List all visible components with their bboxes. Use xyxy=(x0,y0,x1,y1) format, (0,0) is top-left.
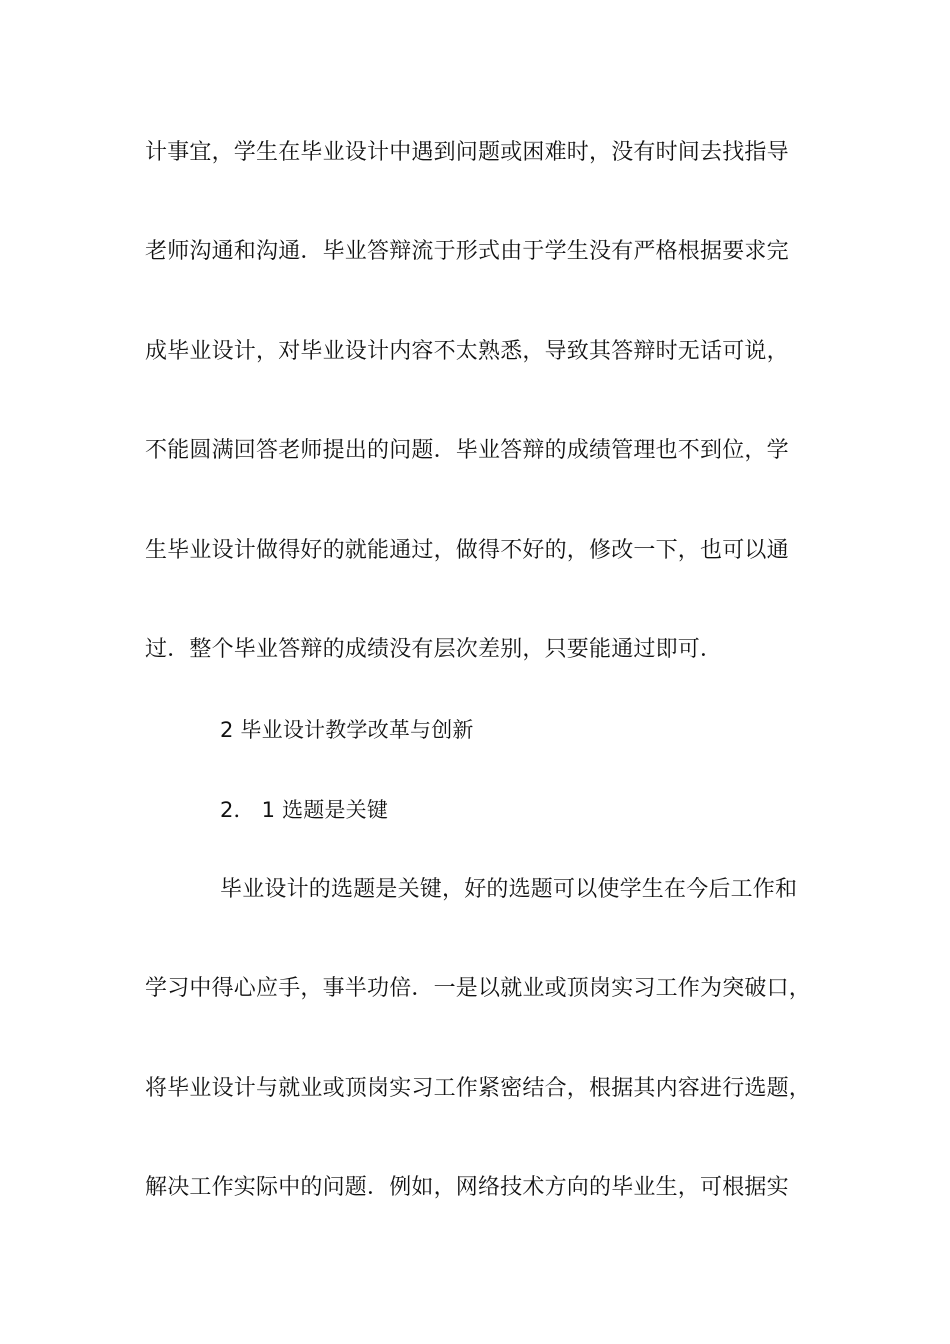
body-text-line: 成毕业设计，对毕业设计内容不太熟悉，导致其答辩时无话可说， xyxy=(145,339,789,364)
body-text-line: 老师沟通和沟通．毕业答辩流于形式由于学生没有严格根据要求完 xyxy=(145,239,789,264)
body-text-line: 生毕业设计做得好的就能通过，做得不好的，修改一下，也可以通 xyxy=(145,538,789,563)
body-text-line: 将毕业设计与就业或顶岗实习工作紧密结合，根据其内容进行选题， xyxy=(145,1076,812,1101)
section-heading: 2 毕业设计教学改革与创新 xyxy=(220,718,474,742)
body-text-line: 计事宜，学生在毕业设计中遇到问题或困难时，没有时间去找指导 xyxy=(145,140,789,165)
body-text-line: 解决工作实际中的问题．例如，网络技术方向的毕业生，可根据实 xyxy=(145,1175,789,1200)
body-text-line: 不能圆满回答老师提出的问题．毕业答辩的成绩管理也不到位，学 xyxy=(145,438,789,463)
body-text-line: 学习中得心应手，事半功倍．一是以就业或顶岗实习工作为突破口， xyxy=(145,976,812,1001)
paragraph-first-line: 毕业设计的选题是关键，好的选题可以使学生在今后工作和 xyxy=(220,877,798,902)
body-text-line: 过．整个毕业答辩的成绩没有层次差别，只要能通过即可． xyxy=(145,637,723,662)
subsection-heading: 2． 1 选题是关键 xyxy=(220,798,389,822)
